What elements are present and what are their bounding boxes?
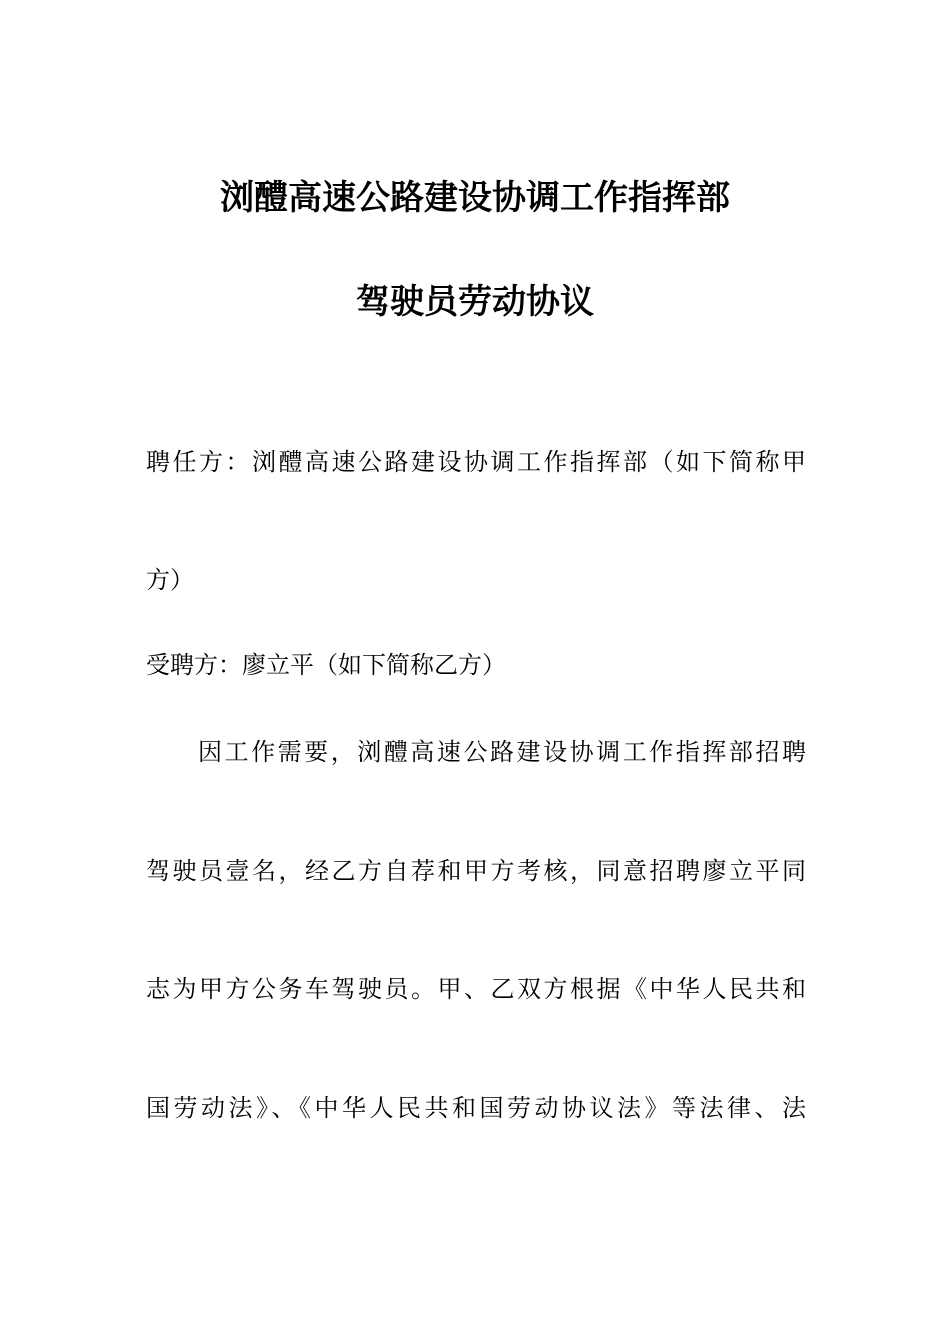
employer-line: 聘任方：浏醴高速公路建设协调工作指挥部（如下简称甲 [146,448,806,476]
body-paragraph-line: 因工作需要，浏醴高速公路建设协调工作指挥部招聘 [198,738,806,766]
employer-line-continued: 方） [146,566,194,594]
document-title-line-1: 浏醴高速公路建设协调工作指挥部 [220,178,730,218]
document-title-line-2: 驾驶员劳动协议 [356,282,594,322]
body-paragraph-line: 驾驶员壹名，经乙方自荐和甲方考核，同意招聘廖立平同 [146,857,806,885]
body-paragraph-line: 志为甲方公务车驾驶员。甲、乙双方根据《中华人民共和 [146,975,806,1003]
body-paragraph-line: 国劳动法》、《中华人民共和国劳动协议法》等法律、法 [146,1094,806,1122]
employee-line: 受聘方：廖立平（如下简称乙方） [146,651,506,679]
